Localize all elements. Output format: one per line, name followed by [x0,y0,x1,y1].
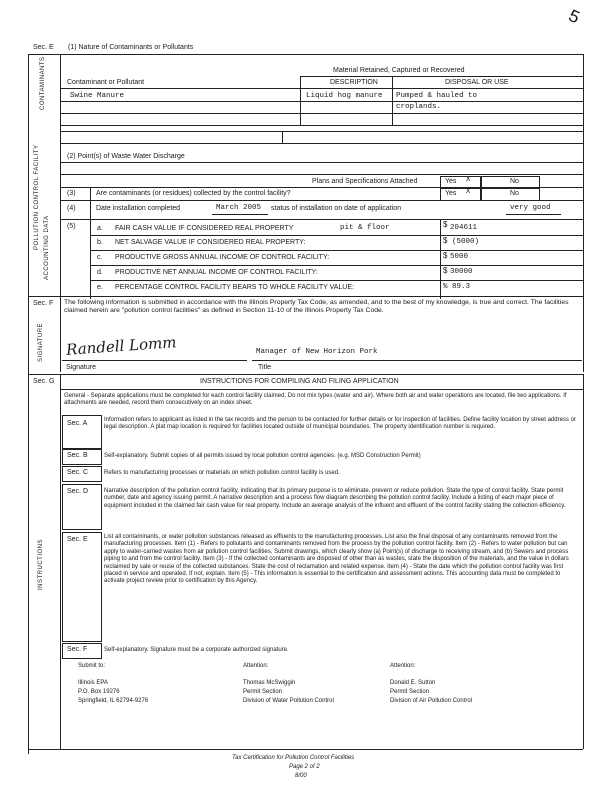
q4-status: very good [510,204,551,212]
row1-description: Liquid hog manure [306,92,383,100]
q5a-value: 204611 [450,224,478,232]
col-contaminant-header: Contaminant or Pollutant [67,79,145,86]
q5c-dollar: $ [443,251,448,260]
title-label: Title [258,364,271,371]
q5d-dollar: $ [443,266,448,275]
q5c-value: 5000 [450,253,469,261]
addr-submit-1: Illinois EPA [78,680,108,686]
addr-att2-1: Donald E. Sutton [390,680,436,686]
side-label-instructions: INSTRUCTIONS [38,539,44,590]
q5d-value: 30000 [450,268,473,276]
q5b-dollar: $ [443,236,448,245]
sec-g-e-label: Sec. E [67,536,88,543]
signature: Randell Lomm [65,333,178,359]
row1-disposal-1: Pumped & hauled to [396,92,478,100]
q3-yes-mark: X [466,188,471,196]
q4-date: March 2005 [216,204,262,212]
q4-number: (4) [67,205,76,212]
attention2-label: Attention: [390,663,416,669]
side-label-accounting: ACCOUNTING DATA [44,215,50,280]
q5d-text: PRODUCTIVE NET ANNUAL INCOME OF CONTROL FACILITY: [115,269,318,276]
q5e-value: % 89.3 [443,283,471,291]
sec-g-heading: INSTRUCTIONS FOR COMPILING AND FILING APPLICATION [200,378,399,385]
addr-att1-3: Division of Water Pollution Control [243,698,334,704]
side-label-pcf: POLLUTION CONTROL FACILITY [34,144,40,250]
sec-g-a-text: Information refers to applicant as listed in the tax records and the person to be contacted for further details or for inspection of facilities. Define facility location by street address or legal description. A plat map location is required for facilities located outside of municipal boundaries. The property identification number is required. [104,417,576,431]
q5a-letter: a. [97,225,103,232]
q5c-letter: c. [97,254,103,261]
sec-f-text: The following information is submitted in accordance with the Illinois Property Tax Code, as amended, and to the best of my knowledge, is true and correct. The facilities claimed herein are "pollution control facilities" as defined in Section 11-10 of the Illinois Property Tax Code. [64,299,569,315]
signature-label: Signature [66,364,96,371]
addr-att2-2: Permit Section [390,689,430,695]
q5e-text: PERCENTAGE CONTROL FACILITY BEARS TO WHOLE FACILITY VALUE: [115,284,354,291]
row1-contaminant: Swine Manure [70,92,125,100]
sec-g-e-text: List all contaminants, or water pollution substances released as effluents to the manufacturing processes. List also the final disposal of any contaminants removed from the manufacturing processes. Item (1) - Refers to pollutants and contaminants removed from the process by the pollution control facility. Item (2) - Refers to water pollution but can apply to water-carried wastes from air pollution control facilities. Submit drawings, which clearly show (a) Point(s) of discharge to receiving stream, and (b) Sewers and process piping to and from the control facility. Item (3) - If the collected contaminants are disposed of other than as wastes, state the disposition of the materials, and the value in dollars reclaimed by sale or reuse of the collected substances. State the cost of reclamation and related expense. Item (4) - State the date which the pollution control facility was first placed in service and operated. If not, explain. Item (5) - This information is essential to the certification and assessment actions. This accounting data must be completed to activate project review prior to certification by this Agency. [104,534,569,585]
sec-g-a-label: Sec. A [67,420,88,427]
footer-line2: Page 2 of 2 [289,764,320,770]
sec-e-label: Sec. E [33,44,54,51]
sec-g-general: General - Separate applications must be completed for each control facility claimed. Do not mix types (water and air). Where both air and water operations are located, file two applications. If attachments are needed, record them consecutively on an index sheet. [64,393,567,407]
addr-att2-3: Division of Air Pollution Control [390,698,473,704]
col-disposal-header: DISPOSAL OR USE [445,79,509,86]
q5a-extra: pit & floor [340,224,390,232]
addr-submit-2: P.O. Box 19276 [78,689,120,695]
plans-yes: Yes [445,178,457,185]
q5-number: (5) [67,223,76,230]
addr-att1-1: Thomas McSwiggin [243,680,296,686]
sec-g-d-text: Narrative description of the pollution control facility, indicating that its primary purpose is to eliminate, prevent or reduce pollution. State the type of control facility. State permit number, date and agency issuing permit. A narrative description and a process flow diagram describing the pollution control facility. Include a listing of each major piece of equipment included in the claimed fair cash value for real property. Include an average analysis of the influent and effluent of the control facility stating the collection efficiency. [104,488,566,509]
signature-title-value: Manager of New Horizon Pork [256,348,378,356]
q5b-text: NET SALVAGE VALUE IF CONSIDERED REAL PROPERTY: [115,239,306,246]
q5a-text: FAIR CASH VALUE IF CONSIDERED REAL PROPERTY [115,225,294,232]
q3-number: (3) [67,190,76,197]
footer-line1: Tax Certification for Pollution Control Facilities [232,755,355,761]
points-of-discharge-label: (2) Point(s) of Waste Water Discharge [67,153,185,160]
sec-g-c-label: Sec. C [67,469,89,476]
q5b-value: (5000) [452,238,480,246]
q3-yes: Yes [445,190,457,197]
corner-mark: 5 [564,6,583,30]
addr-submit-3: Springfield, IL 62794-9276 [78,698,149,704]
sec-g-label: Sec. G [33,378,55,385]
col-description-header: DESCRIPTION [330,79,378,86]
sec-g-d-label: Sec. D [67,488,89,495]
sec-g-f-text: Self-explanatory. Signature must be a corporate authorized signature. [104,647,289,653]
addr-att1-2: Permit Section [243,689,283,695]
sec-g-f-label: Sec. F [67,646,88,653]
q5e-letter: e. [97,284,103,291]
sec-g-b-label: Sec. B [67,452,88,459]
side-label-contaminants: CONTAMINANTS [40,56,46,110]
attention1-label: Attention: [243,663,269,669]
row1-disposal-2: croplands. [396,103,442,111]
q4-text-a: Date installation completed [96,205,181,212]
q3-no: No [510,190,519,197]
materials-header: Material Retained, Captured or Recovered [333,67,465,74]
q5d-letter: d. [97,269,103,276]
q5a-dollar: $ [443,220,448,229]
plans-label: Plans and Specifications Attached [312,178,418,185]
q5c-text: PRODUCTIVE GROSS ANNUAL INCOME OF CONTROL FACILITY: [115,254,330,261]
sec-e-title: (1) Nature of Contaminants or Pollutants [68,44,194,51]
plans-no: No [510,178,519,185]
plans-yes-mark: X [466,176,471,184]
q4-text-b: status of installation on date of application [271,205,401,212]
sec-f-label: Sec. F [33,300,54,307]
q3-text: Are contaminants (or residues) collected by the control facility? [96,190,291,197]
q5b-letter: b. [97,239,103,246]
footer-line3: 8/00 [295,773,307,779]
sec-g-b-text: Self-explanatory. Submit copies of all permits issued by local pollution control agencies. (e.g. MSD Construction Permit) [104,453,421,459]
side-label-signature: SIGNATURE [38,322,44,362]
sec-g-c-text: Refers to manufacturing processes or materials on which pollution control facility is used. [104,470,340,476]
submit-to-label: Submit to: [78,663,106,669]
